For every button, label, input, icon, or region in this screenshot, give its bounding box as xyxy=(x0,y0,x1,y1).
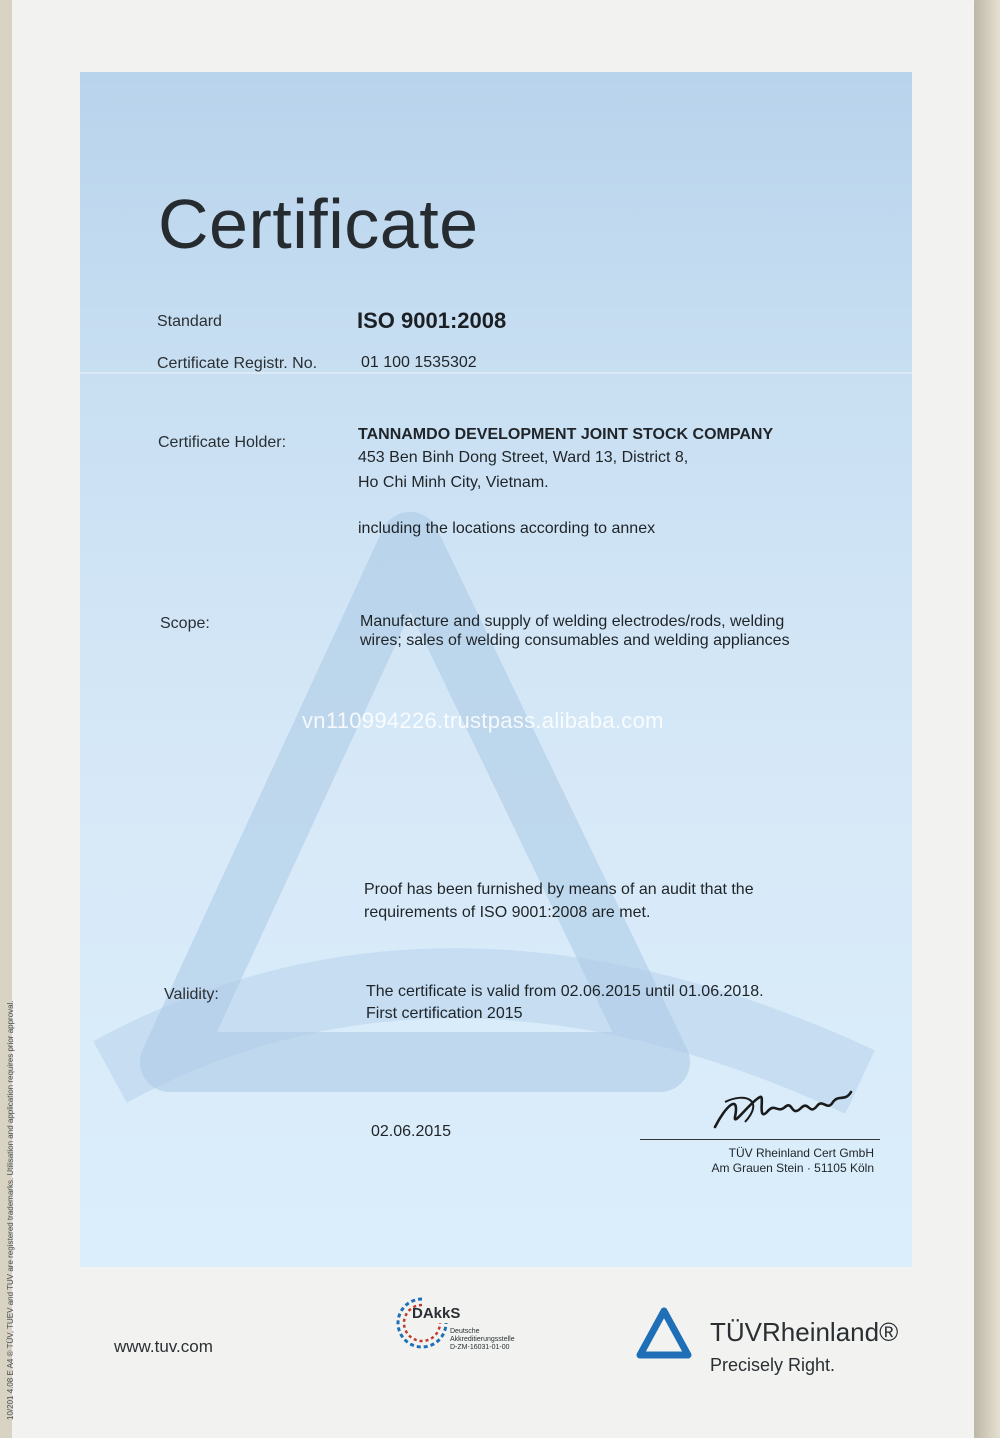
registr-label: Certificate Registr. No. xyxy=(157,355,318,372)
trademark-note: 10/201 4.08 E A4 ® TÜV, TUEV and TUV are registered trademarks. Utilisation and application requires prior approval. xyxy=(6,1000,15,1420)
holder-label: Certificate Holder: xyxy=(158,434,287,451)
scope-line-1: Manufacture and supply of welding electrodes/rods, welding xyxy=(360,613,785,630)
holder-locations: including the locations according to annex xyxy=(358,520,656,537)
dakks-icon xyxy=(392,1293,452,1353)
dakks-line-3: D-ZM-16031-01-00 xyxy=(450,1344,510,1351)
holder-address-line-2: Ho Chi Minh City, Vietnam. xyxy=(358,474,549,491)
holder-name: TANNAMDO DEVELOPMENT JOINT STOCK COMPANY xyxy=(358,426,774,443)
validity-label: Validity: xyxy=(164,986,219,1003)
dakks-subtext xyxy=(450,1328,515,1352)
validity-line-2: First certification 2015 xyxy=(366,1005,523,1022)
tuv-tagline: Precisely Right. xyxy=(710,1355,836,1375)
issue-date: 02.06.2015 xyxy=(371,1123,452,1140)
dakks-line-1: Deutsche xyxy=(450,1328,480,1335)
dakks-name: DAkkS xyxy=(412,1305,461,1322)
scope-label: Scope: xyxy=(160,615,210,632)
certificate-title: Certificate xyxy=(158,185,479,263)
proof-line-2: requirements of ISO 9001:2008 are met. xyxy=(364,904,651,921)
scope-line-2: wires; sales of welding consumables and welding appliances xyxy=(360,632,790,649)
tuv-triangle-icon xyxy=(636,1307,692,1359)
dakks-line-2: Akkreditierungsstelle xyxy=(450,1336,515,1343)
tuv-rheinland-logo xyxy=(636,1305,936,1385)
validity-line-1: The certificate is valid from 02.06.2015 until 01.06.2018. xyxy=(366,983,764,1000)
proof-line-1: Proof has been furnished by means of an audit that the xyxy=(364,881,754,898)
issuer-name: TÜV Rheinland Cert GmbH xyxy=(728,1146,874,1160)
certificate-panel xyxy=(80,72,912,1267)
standard-value: ISO 9001:2008 xyxy=(357,308,507,333)
dakks-logo xyxy=(392,1293,562,1375)
signature-line xyxy=(640,1139,880,1140)
registr-value: 01 100 1535302 xyxy=(361,354,477,371)
signature xyxy=(705,1072,865,1142)
holder-address-line-1: 453 Ben Binh Dong Street, Ward 13, District 8, xyxy=(358,449,689,466)
trustpass-watermark: vn110994226.trustpass.alibaba.com xyxy=(302,708,664,733)
standard-label: Standard xyxy=(157,313,222,330)
website-url: www.tuv.com xyxy=(114,1337,213,1356)
folder-edge xyxy=(975,0,1000,1438)
issuer-address: Am Grauen Stein · 51105 Köln xyxy=(711,1161,874,1175)
tuv-brand: TÜVRheinland® xyxy=(710,1317,899,1347)
